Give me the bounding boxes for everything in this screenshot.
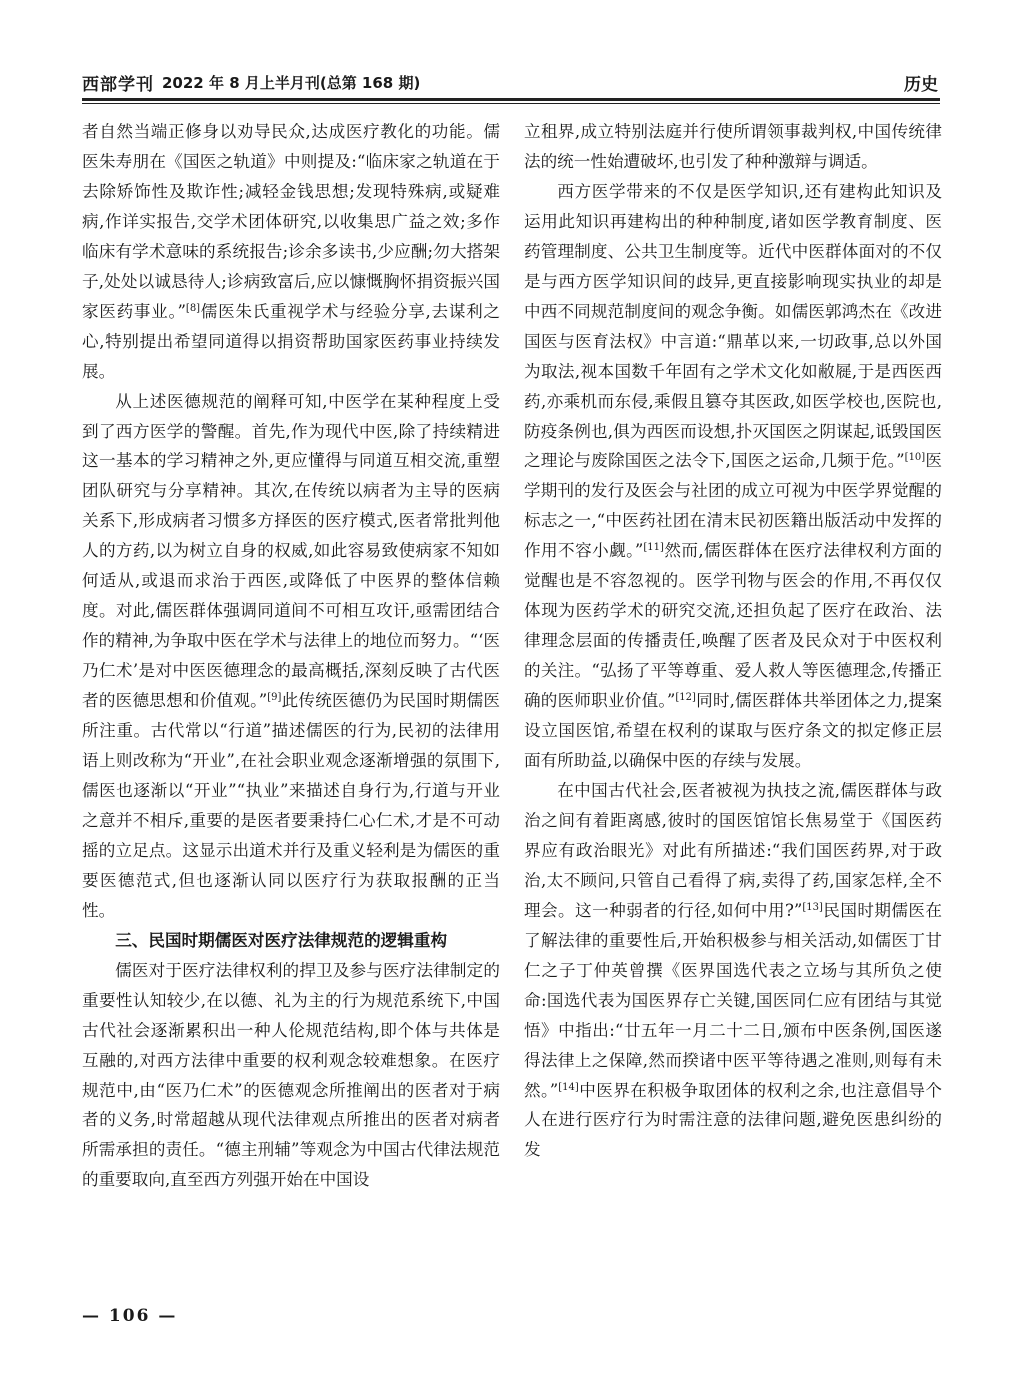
citation: [8] (185, 302, 201, 314)
citation: [11] (643, 542, 664, 554)
paragraph: 在中国古代社会,医者被视为执技之流,儒医群体与政治之间有着距离感,彼时的国医馆馆长焦易堂于《国医药界应有政治眼光》对此有所描述:“我们国医药界,对于政治,太不顾问,只管自己看得了病,卖得了药,国家怎样,全不理会。这一种弱者的行径,如何中用?”[13]民国时期儒医在了解法律的重要性后,开始积极参与相关活动,如儒医丁甘仁之子丁仲英曾撰《医界国选代表之立场与其所负之使命:国选代表为国医界存亡关键,国医同仁应有团结与其觉悟》中指出:“廿五年一月二十二日,颁布中医条例,国医遂得法律上之保障,然而揆诸中医平等待遇之准则,则每有未然。”[14]中医界在积极争取团体的权利之余,也注意倡导个人在进行医疗行为时需注意的法律问题,避免医患纠纷的发 (524, 780, 942, 1160)
paragraph: 者自然当端正修身以劝导民众,达成医疗教化的功能。儒医朱寿朋在《国医之轨道》中则提及:“临床家之轨道在于去除矫饰性及欺诈性;减轻金钱思想;发现特殊病,或疑难病,作详实报告,交学术团体研究,以收集思广益之效;多作临床有学术意味的系统报告;诊余多读书,少应酬;勿大搭架子,处处以诚恳待人;诊病致富后,应以慷慨胸怀捐资振兴国家医药事业。”[8]儒医朱氏重视学术与经验分享,去谋利之心,特别提出希望同道得以捐资帮助国家医药事业持续发展。 (82, 122, 500, 381)
citation: [9] (267, 692, 282, 704)
right-column (524, 117, 942, 1165)
section-heading: 三、民国时期儒医对医疗法律规范的逻辑重构 (115, 930, 448, 950)
journal-logo: 西部学刊 (82, 75, 154, 95)
page-number: — 106 — (82, 1306, 178, 1326)
citation: [10] (904, 452, 926, 464)
citation: [14] (558, 1081, 579, 1093)
left-column (82, 117, 500, 1195)
citation: [12] (675, 692, 696, 704)
section-label: 历史 (904, 75, 938, 95)
citation: [13] (802, 901, 823, 913)
header-rule-thick (82, 98, 940, 101)
paragraph: 西方医学带来的不仅是医学知识,还有建构此知识及运用此知识再建构出的种种制度,诸如医学教育制度、医药管理制度、公共卫生制度等。近代中医群体面对的不仅是与西方医学知识间的歧异,更直接影响现实执业的却是中西不同规范制度间的观念争衡。如儒医郭鸿杰在《改进国医与医育法权》中言道:“鼎革以来,一切政事,总以外国为取法,视本国数千年固有之学术文化如敝屣,于是西医西药,亦乘机而东侵,乘假且篡夺其医政,如医学校也,医院也,防疫条例也,俱为西医而设想,扑灭国医之阴谋起,诋毁国医之理论与废除国医之法令下,国医之运命,几频于危。”[10]医学期刊的发行及医会与社团的成立可视为中医学界觉醒的标志之一,“中医药社团在清末民初医籍出版活动中发挥的作用不容小觑。”[11]然而,儒医群体在医疗法律权利方面的觉醒也是不容忽视的。医学刊物与医会的作用,不再仅仅体现为医药学术的研究交流,还担负起了医疗在政治、法律理念层面的传播责任,唤醒了医者及民众对于中医权利的关注。“弘扬了平等尊重、爱人救人等医德理念,传播正确的医师职业价值。”[12]同时,儒医群体共举团体之力,提案设立国医馆,希望在权利的谋取与医疗条文的拟定修正层面有所助益,以确保中医的存续与发展。 (524, 181, 942, 771)
running-header (82, 68, 940, 98)
paragraph: 立租界,成立特别法庭并行使所谓领事裁判权,中国传统律法的统一性始遭破坏,也引发了种种激辩与调适。 (524, 122, 942, 171)
header-rule-thin (82, 103, 940, 104)
paragraph: 儒医对于医疗法律权利的捍卫及参与医疗法律制定的重要性认知较少,在以德、礼为主的行为规范系统下,中国古代社会逐渐累积出一种人伦规范结构,即个体与共体是互融的,对西方法律中重要的权利观念较难想象。在医疗规范中,由“医乃仁术”的医德观念所推阐出的医者对于病者的义务,时常超越从现代法律观点所推出的医者对病者所需承担的责任。“德主刑辅”等观念为中国古代律法规范的重要取向,直至西方列强开始在中国设 (82, 960, 500, 1190)
issue-info: 2022 年 8 月上半月刊(总第 168 期) (162, 74, 421, 92)
paragraph: 从上述医德规范的阐释可知,中医学在某种程度上受到了西方医学的警醒。首先,作为现代中医,除了持续精进这一基本的学习精神之外,更应懂得与同道互相交流,重塑团队研究与分享精神。其次,在传统以病者为主导的医病关系下,形成病者习惯多方择医的医疗模式,医者常批判他人的方药,以为树立自身的权威,如此容易致使病家不知如何适从,或退而求治于西医,或降低了中医界的整体信赖度。对此,儒医群体强调同道间不可相互攻讦,亟需团结合作的精神,为争取中医在学术与法律上的地位而努力。“‘医乃仁术’是对中医医德理念的最高概括,深刻反映了古代医者的医德思想和价值观。”[9]此传统医德仍为民国时期儒医所注重。古代常以“行道”描述儒医的行为,民初的法律用语上则改称为“开业”,在社会职业观念逐渐增强的氛围下,儒医也逐渐以“开业”“执业”来描述自身行为,行道与开业之意并不相斥,重要的是医者要秉持仁心仁术,才是不可动摇的立足点。这显示出道术并行及重义轻利是为儒医的重要医德范式,但也逐渐认同以医疗行为获取报酬的正当性。 (82, 391, 500, 920)
